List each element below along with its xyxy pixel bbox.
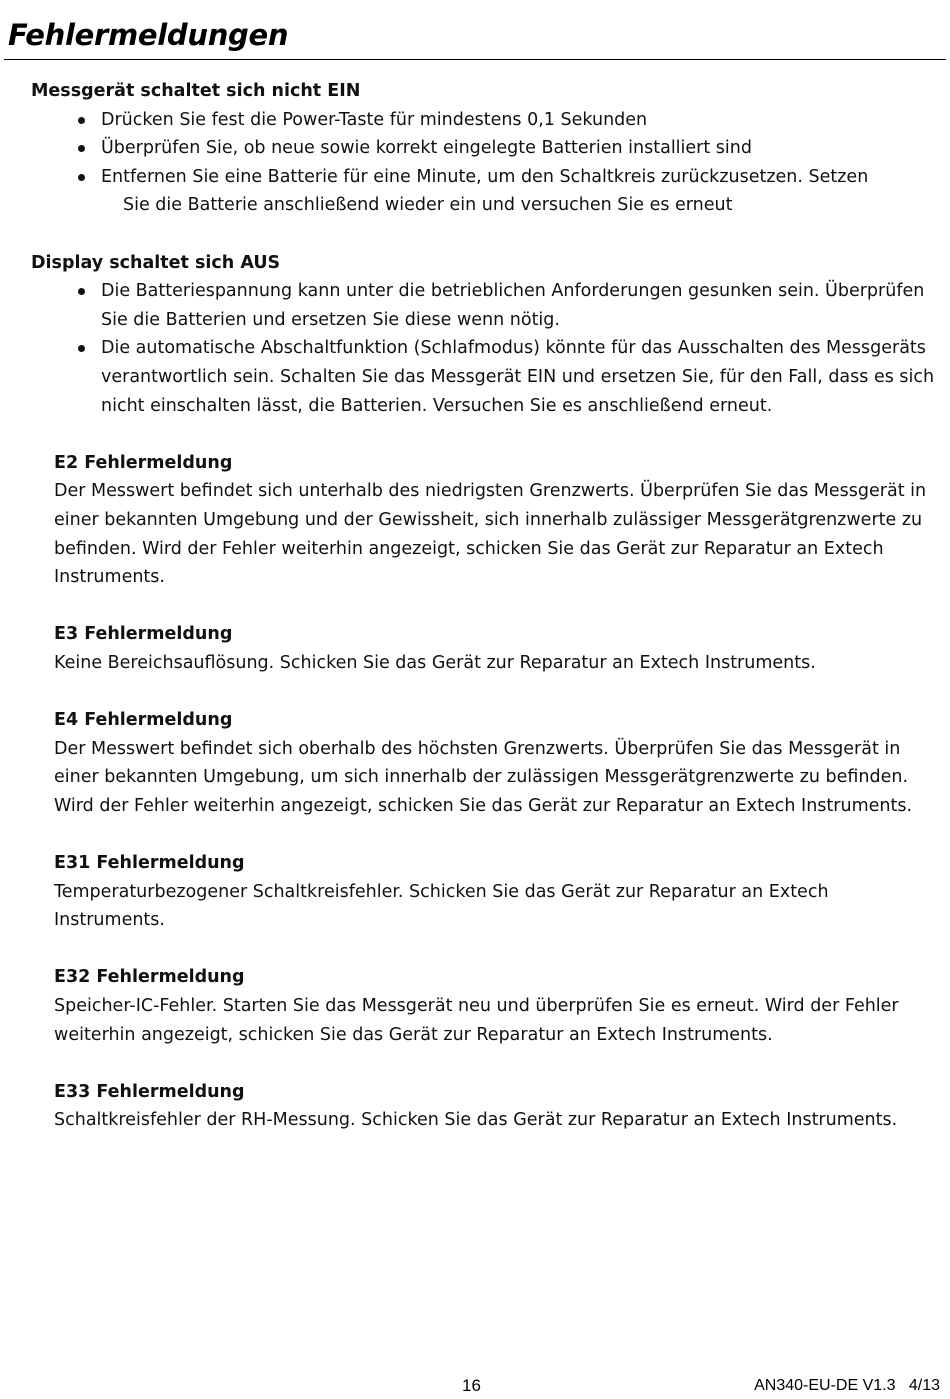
error-text: Der Messwert befindet sich oberhalb des höchsten Grenzwerts. Überprüfen Sie das Messgerät in einer bekannten Umgebung, um sich innerhalb der zulässigen Messgerätgrenzwerte zu befinden. Wird der Fehler weiterhin angezeigt, schicken Sie das Gerät zur Reparatur an Extech Instruments. (54, 738, 913, 816)
bullet-icon (78, 288, 85, 295)
error-text: Speicher-IC-Fehler. Starten Sie das Messgerät neu und überprüfen Sie es erneut. Wird der Fehler weiterhin angezeigt, schicken Sie das Gerät zur Reparatur an Extech Instruments. (54, 996, 899, 1045)
error-e4 (54, 706, 942, 820)
error-e3 (54, 620, 942, 677)
section-heading: Messgerät schaltet sich nicht EIN (31, 81, 361, 101)
error-heading: E33 Fehlermeldung (54, 1081, 245, 1102)
bullet-icon (78, 117, 85, 124)
page-title: Fehlermeldungen (8, 18, 289, 52)
spacer (0, 592, 950, 621)
list-item (0, 106, 950, 135)
spacer (0, 1049, 950, 1078)
document-id: AN340-EU-DE V1.3 4/13 (754, 1377, 940, 1394)
list-item-continuation: Sie die Batterie anschließend wieder ein und versuchen Sie es erneut (123, 195, 733, 216)
list-item-text: Die Batteriespannung kann unter die betrieblichen Anforderungen gesunken sein. Überprüfen Sie die Batterien und ersetzen Sie diese wenn nötig. (101, 281, 925, 330)
error-e31 (54, 849, 942, 935)
error-text: Der Messwert befindet sich unterhalb des niedrigsten Grenzwerts. Überprüfen Sie das Messgerät in einer bekannten Umgebung und der Gewissheit, sich innerhalb zulässiger Messgerätgrenzwerte zu befinden. Wird der Fehler weiterhin angezeigt, schicken Sie das Gerät zur Reparatur an Extech Instruments. (54, 481, 927, 588)
spacer (0, 820, 950, 849)
list-item-text: Drücken Sie fest die Power-Taste für mindestens 0,1 Sekunden (101, 109, 648, 130)
bullet-icon (78, 345, 85, 352)
bullet-icon (78, 145, 85, 152)
error-text: Keine Bereichsauflösung. Schicken Sie das Gerät zur Reparatur an Extech Instruments. (54, 652, 816, 673)
title-divider (4, 59, 946, 60)
list-item (0, 163, 950, 220)
section-meter-not-on (0, 77, 950, 220)
bullet-list (0, 106, 950, 220)
error-e32 (54, 963, 942, 1049)
list-item (0, 134, 950, 163)
error-e33 (54, 1078, 942, 1135)
error-heading: E4 Fehlermeldung (54, 710, 233, 731)
error-text: Schaltkreisfehler der RH-Messung. Schicken Sie das Gerät zur Reparatur an Extech Instruments. (54, 1110, 898, 1131)
page-number: 16 (462, 1376, 481, 1395)
error-text: Temperaturbezogener Schaltkreisfehler. Schicken Sie das Gerät zur Reparatur an Extech Instruments. (54, 881, 829, 931)
bullet-list (0, 277, 950, 420)
error-heading: E3 Fehlermeldung (54, 624, 233, 645)
spacer (0, 677, 950, 706)
spacer (0, 420, 950, 449)
section-heading: Display schaltet sich AUS (31, 252, 281, 273)
list-item-text: Entfernen Sie eine Batterie für eine Minute, um den Schaltkreis zurückzusetzen. Setzen (101, 166, 869, 187)
error-e2 (54, 449, 942, 592)
section-display-off (0, 249, 950, 421)
list-item (0, 334, 950, 420)
spacer (0, 935, 950, 964)
list-item-text: Überprüfen Sie, ob neue sowie korrekt eingelegte Batterien installiert sind (101, 138, 752, 159)
list-item-text: Die automatische Abschaltfunktion (Schlafmodus) könnte für das Ausschalten des Messgeräts verantwortlich sein. Schalten Sie das Messgerät EIN und ersetzen Sie, für den Fall, dass es sich nicht einschalten lässt, die Batterien. Versuchen Sie es anschließend erneut. (101, 338, 935, 416)
list-item (0, 277, 950, 334)
document-body (0, 77, 950, 1135)
bullet-icon (78, 174, 85, 181)
error-heading: E31 Fehlermeldung (54, 853, 245, 874)
spacer (0, 220, 950, 249)
error-heading: E2 Fehlermeldung (54, 452, 233, 473)
error-heading: E32 Fehlermeldung (54, 967, 245, 988)
